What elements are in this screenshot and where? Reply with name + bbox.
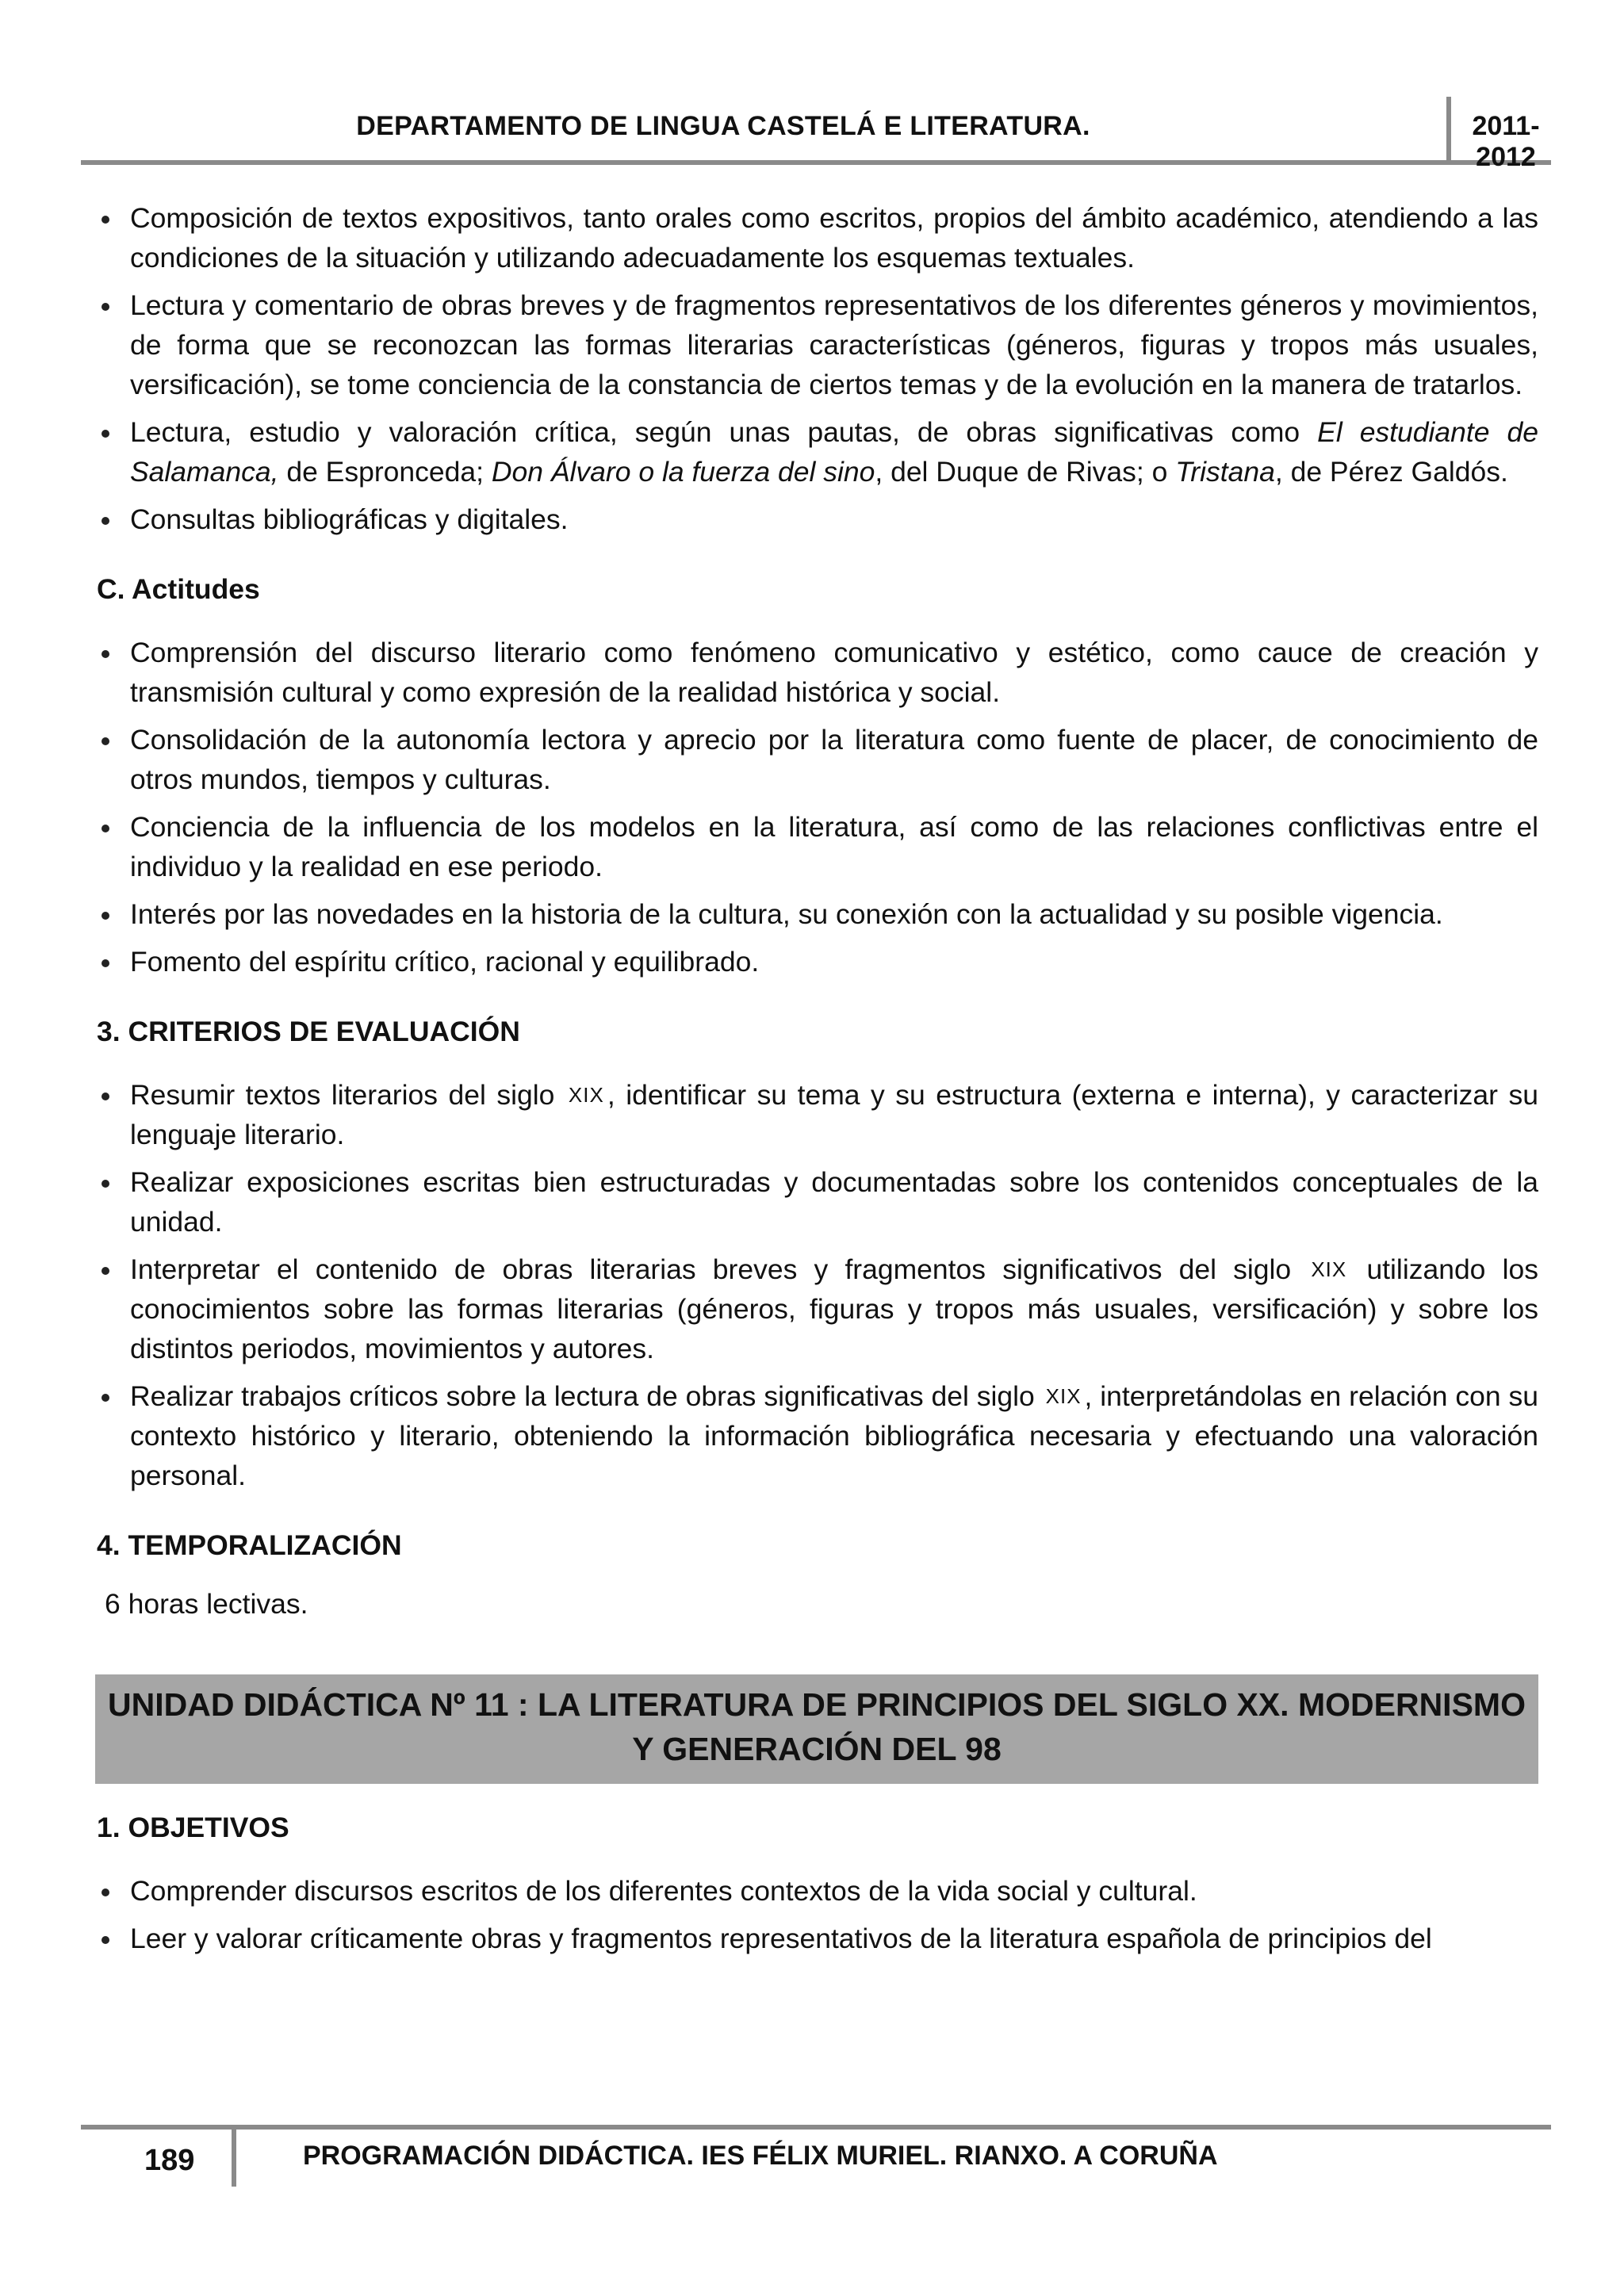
list-item: Realizar exposiciones escritas bien estructuradas y documentadas sobre los contenidos conceptuales de la unidad.	[97, 1162, 1538, 1242]
text-run: utilizando los conocimientos sobre las formas literarias (géneros, figuras y tropos más usuales, versificación) y sobre los distintos periodos, movimientos y autores.	[130, 1253, 1538, 1364]
page-content	[97, 198, 1538, 1966]
department-title: DEPARTAMENTO DE LINGUA CASTELÁ E LITERATURA.	[356, 111, 1090, 141]
century-numeral: XIX	[568, 1083, 604, 1107]
page-number: 189	[144, 2144, 195, 2177]
program-title: PROGRAMACIÓN DIDÁCTICA. IES FÉLIX MURIEL. RIANXO. A CORUÑA	[303, 2141, 1218, 2171]
list-item	[97, 1249, 1538, 1368]
list-item: Consolidación de la autonomía lectora y aprecio por la literatura como fuente de placer, de conocimiento de otros mundos, tiempos y culturas.	[97, 720, 1538, 799]
text-run: , de Pérez Galdós.	[1274, 456, 1508, 488]
list-item	[97, 412, 1538, 492]
page-header	[81, 97, 1551, 172]
text-run: Resumir textos literarios del siglo	[130, 1079, 555, 1111]
text-run: , identificar su tema y su estructura (externa e interna), y caracterizar su lenguaje literario.	[130, 1079, 1538, 1150]
list-item: Lectura y comentario de obras breves y de fragmentos representativos de los diferentes géneros y movimientos, de forma que se reconozcan las formas literarias características (géneros, figuras y tropos más usuales, versificación), se tome conciencia de la constancia de ciertos temas y de la evolución en la manera de tratarlos.	[97, 285, 1538, 404]
list-item	[97, 1075, 1538, 1154]
work-title: Tristana	[1175, 456, 1275, 488]
page-footer	[81, 2125, 1551, 2193]
unit-title-line-2: Y GENERACIÓN DEL 98	[632, 1731, 1002, 1767]
list-item: Conciencia de la influencia de los modelos en la literatura, así como de las relaciones conflictivas entre el individuo y la realidad en ese periodo.	[97, 807, 1538, 886]
section-heading-objetivos: 1. OBJETIVOS	[97, 1812, 289, 1843]
unit-title-line-1: UNIDAD DIDÁCTICA Nº 11 : LA LITERATURA DE PRINCIPIOS DEL SIGLO XX. MODERNISMO	[108, 1686, 1526, 1723]
temporalizacion-text: 6 horas lectivas.	[105, 1588, 308, 1620]
list-item: Composición de textos expositivos, tanto orales como escritos, propios del ámbito académico, atendiendo a las condiciones de la situación y utilizando adecuadamente los esquemas textuales.	[97, 198, 1538, 277]
section-heading-actitudes: C. Actitudes	[97, 573, 260, 605]
footer-divider	[232, 2125, 236, 2187]
intro-list	[97, 198, 1538, 539]
text-run: Lectura, estudio y valoración crítica, según unas pautas, de obras significativas como	[130, 416, 1318, 448]
text-run: , del Duque de Rivas; o	[875, 456, 1176, 488]
work-title: Don Álvaro o la fuerza del sino	[491, 456, 875, 488]
section-heading-temporalizacion: 4. TEMPORALIZACIÓN	[97, 1529, 402, 1561]
list-item: Consultas bibliográficas y digitales.	[97, 499, 1538, 539]
school-year: 2011-2012	[1472, 111, 1540, 172]
list-item: Comprensión del discurso literario como fenómeno comunicativo y estético, como cauce de creación y transmisión cultural y como expresión de la realidad histórica y social.	[97, 633, 1538, 712]
text-run: Interpretar el contenido de obras literarias breves y fragmentos significativos del siglo	[130, 1253, 1292, 1285]
list-item	[97, 1376, 1538, 1495]
list-item: Leer y valorar críticamente obras y fragmentos representativos de la literatura española de principios del	[97, 1919, 1538, 1958]
work-title: El estudiante de Salamanca,	[130, 416, 1538, 488]
unit-title-banner	[95, 1674, 1538, 1784]
text-run: de Espronceda;	[278, 456, 492, 488]
century-numeral: XIX	[1045, 1384, 1082, 1408]
list-item: Comprender discursos escritos de los diferentes contextos de la vida social y cultural.	[97, 1871, 1538, 1911]
text-run: Realizar trabajos críticos sobre la lectura de obras significativas del siglo	[130, 1380, 1035, 1412]
text-run: , interpretándolas en relación con su contexto histórico y literario, obteniendo la información bibliográfica necesaria y efectuando una valoración personal.	[130, 1380, 1538, 1491]
section-heading-criterios: 3. CRITERIOS DE EVALUACIÓN	[97, 1016, 520, 1047]
list-item: Fomento del espíritu crítico, racional y equilibrado.	[97, 942, 1538, 982]
actitudes-list	[97, 633, 1538, 982]
century-numeral: XIX	[1311, 1257, 1347, 1281]
header-divider	[1446, 97, 1451, 165]
list-item: Interés por las novedades en la historia de la cultura, su conexión con la actualidad y su posible vigencia.	[97, 894, 1538, 934]
criterios-list	[97, 1075, 1538, 1495]
objetivos-list	[97, 1871, 1538, 1958]
